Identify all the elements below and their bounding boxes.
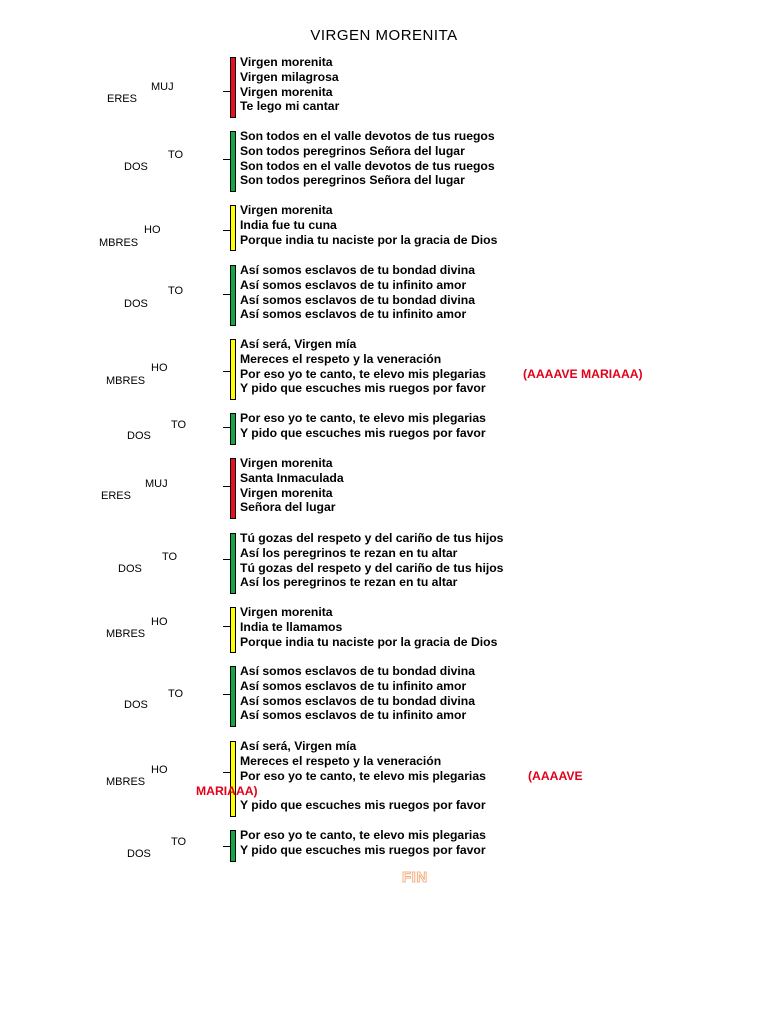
singer-label-top: TO bbox=[162, 551, 178, 563]
voice-color-bar bbox=[230, 413, 236, 445]
stanza-lines bbox=[240, 129, 495, 188]
stanza-lines bbox=[240, 739, 486, 813]
singer-label-bottom: DOS bbox=[127, 430, 151, 442]
refrain-shout-start: (AAAAVE bbox=[528, 769, 583, 783]
singer-label-top: TO bbox=[171, 836, 187, 848]
voice-color-bar bbox=[230, 57, 236, 118]
lyric-line: Mereces el respeto y la veneración bbox=[240, 753, 442, 768]
refrain-shout-end: MARIAAA) bbox=[196, 784, 258, 798]
lyric-line: Tú gozas del respeto y del cariño de tus hijos bbox=[240, 560, 504, 575]
lyric-line: Señora del lugar bbox=[240, 500, 336, 515]
lyric-line: Así somos esclavos de tu infinito amor bbox=[240, 277, 467, 292]
bracket-tick bbox=[223, 846, 230, 847]
bracket-tick bbox=[223, 626, 230, 627]
stanza-lines bbox=[240, 203, 497, 247]
voice-color-bar bbox=[230, 131, 236, 192]
bracket-tick bbox=[223, 230, 230, 231]
stanza-1 bbox=[0, 55, 768, 118]
lyric-line: Te lego mi cantar bbox=[240, 99, 340, 114]
lyric-line: Así los peregrinos te rezan en tu altar bbox=[240, 545, 458, 560]
stanza-lines bbox=[240, 337, 486, 396]
song-title: VIRGEN MORENITA bbox=[310, 27, 458, 44]
lyric-line: Así somos esclavos de tu bondad divina bbox=[240, 292, 476, 307]
stanza-lines bbox=[240, 605, 497, 649]
lyric-line: Son todos peregrinos Señora del lugar bbox=[240, 143, 465, 158]
lyric-line: Son todos en el valle devotos de tus ruegos bbox=[240, 158, 495, 173]
voice-color-bar bbox=[230, 533, 236, 594]
lyric-line: Así será, Virgen mía bbox=[240, 337, 357, 351]
lyric-line: Por eso yo te canto, te elevo mis plegarias bbox=[240, 828, 486, 842]
bracket-tick bbox=[223, 694, 230, 695]
lyric-line: Por eso yo te canto, te elevo mis plegarias bbox=[240, 366, 486, 381]
fin-label: FIN bbox=[402, 869, 428, 886]
lyric-line: Así los peregrinos te rezan en tu altar bbox=[240, 575, 458, 590]
stanza-lines bbox=[240, 531, 503, 590]
bracket-tick bbox=[223, 371, 230, 372]
lyric-line: Virgen milagrosa bbox=[240, 69, 339, 84]
lyric-line: Así somos esclavos de tu infinito amor bbox=[240, 708, 467, 723]
lyric-line bbox=[240, 783, 486, 798]
stanza-lines bbox=[240, 456, 344, 515]
lyric-line: Virgen morenita bbox=[240, 605, 333, 619]
stanza-lines bbox=[240, 263, 475, 322]
singer-label-top: HO bbox=[151, 764, 168, 776]
stanza-4 bbox=[0, 263, 768, 326]
singer-label-top: HO bbox=[151, 616, 168, 628]
lyric-line: Porque india tu naciste por la gracia de Dios bbox=[240, 634, 498, 649]
voice-color-bar bbox=[230, 339, 236, 400]
lyric-line: Santa Inmaculada bbox=[240, 470, 344, 485]
singer-label-top: HO bbox=[144, 224, 161, 236]
singer-label-bottom: DOS bbox=[124, 161, 148, 173]
lyric-line: Virgen morenita bbox=[240, 55, 333, 69]
stanza-8 bbox=[0, 531, 768, 594]
lyric-line: Así será, Virgen mía bbox=[240, 739, 357, 753]
singer-label-bottom: MBRES bbox=[106, 776, 146, 788]
lyric-line: Y pido que escuches mis ruegos por favor bbox=[240, 425, 486, 440]
lyric-line: Así somos esclavos de tu bondad divina bbox=[240, 664, 476, 678]
bracket-tick bbox=[223, 486, 230, 487]
stanza-9 bbox=[0, 605, 768, 653]
bracket-tick bbox=[223, 159, 230, 160]
lyric-line: Así somos esclavos de tu infinito amor bbox=[240, 678, 467, 693]
lyric-line: Mereces el respeto y la veneración bbox=[240, 351, 442, 366]
lyric-line: Porque india tu naciste por la gracia de Dios bbox=[240, 232, 498, 247]
singer-label-top: TO bbox=[168, 285, 184, 297]
bracket-tick bbox=[223, 427, 230, 428]
singer-label-top: MUJ bbox=[151, 81, 174, 93]
singer-label-bottom: MBRES bbox=[106, 375, 146, 387]
lyric-line: Por eso yo te canto, te elevo mis plegarias bbox=[240, 768, 486, 783]
refrain-shout: (AAAAVE MARIAAA) bbox=[523, 367, 643, 381]
stanza-2 bbox=[0, 129, 768, 192]
lyric-line: Y pido que escuches mis ruegos por favor bbox=[240, 798, 486, 813]
stanza-lines bbox=[240, 828, 486, 858]
stanza-lines bbox=[240, 411, 486, 441]
lyric-line: Así somos esclavos de tu infinito amor bbox=[240, 307, 467, 322]
lyric-line: Virgen morenita bbox=[240, 203, 333, 217]
stanza-3 bbox=[0, 203, 768, 251]
lyric-line: Y pido que escuches mis ruegos por favor bbox=[240, 381, 486, 396]
singer-label-bottom: MBRES bbox=[106, 628, 146, 640]
lyric-line: Son todos en el valle devotos de tus ruegos bbox=[240, 129, 495, 143]
lyric-line: Así somos esclavos de tu bondad divina bbox=[240, 693, 476, 708]
stanza-5 bbox=[0, 337, 768, 400]
singer-label-bottom: MBRES bbox=[99, 237, 139, 249]
bracket-tick bbox=[223, 559, 230, 560]
singer-label-bottom: DOS bbox=[127, 848, 151, 860]
lyric-line: Y pido que escuches mis ruegos por favor bbox=[240, 842, 486, 857]
voice-color-bar bbox=[230, 205, 236, 251]
singer-label-top: MUJ bbox=[145, 478, 168, 490]
voice-color-bar bbox=[230, 741, 236, 817]
bracket-tick bbox=[223, 91, 230, 92]
singer-label-top: TO bbox=[168, 688, 184, 700]
singer-label-top: TO bbox=[168, 149, 184, 161]
voice-color-bar bbox=[230, 458, 236, 519]
singer-label-top: HO bbox=[151, 362, 168, 374]
lyric-line: Virgen morenita bbox=[240, 456, 333, 470]
singer-label-bottom: DOS bbox=[124, 298, 148, 310]
bracket-tick bbox=[223, 294, 230, 295]
stanza-7 bbox=[0, 456, 768, 519]
bracket-tick bbox=[223, 772, 230, 773]
lyric-line: Virgen morenita bbox=[240, 84, 333, 99]
stanza-6 bbox=[0, 411, 768, 445]
singer-label-top: TO bbox=[171, 419, 187, 431]
singer-label-bottom: DOS bbox=[118, 563, 142, 575]
singer-label-bottom: DOS bbox=[124, 699, 148, 711]
lyric-line: Son todos peregrinos Señora del lugar bbox=[240, 173, 465, 188]
stanza-lines bbox=[240, 664, 475, 723]
voice-color-bar bbox=[230, 607, 236, 653]
lyric-line: India fue tu cuna bbox=[240, 217, 337, 232]
stanza-11 bbox=[0, 739, 768, 817]
singer-label-bottom: ERES bbox=[101, 490, 131, 502]
stanza-lines bbox=[240, 55, 339, 114]
voice-color-bar bbox=[230, 265, 236, 326]
lyric-line: Así somos esclavos de tu bondad divina bbox=[240, 263, 476, 277]
singer-label-bottom: ERES bbox=[107, 93, 137, 105]
lyric-line: Por eso yo te canto, te elevo mis plegarias bbox=[240, 411, 486, 425]
lyric-line: India te llamamos bbox=[240, 619, 343, 634]
stanza-10 bbox=[0, 664, 768, 727]
voice-color-bar bbox=[230, 830, 236, 862]
lyric-line: Tú gozas del respeto y del cariño de tus hijos bbox=[240, 531, 504, 545]
lyric-line: Virgen morenita bbox=[240, 485, 333, 500]
voice-color-bar bbox=[230, 666, 236, 727]
stanza-12 bbox=[0, 828, 768, 862]
